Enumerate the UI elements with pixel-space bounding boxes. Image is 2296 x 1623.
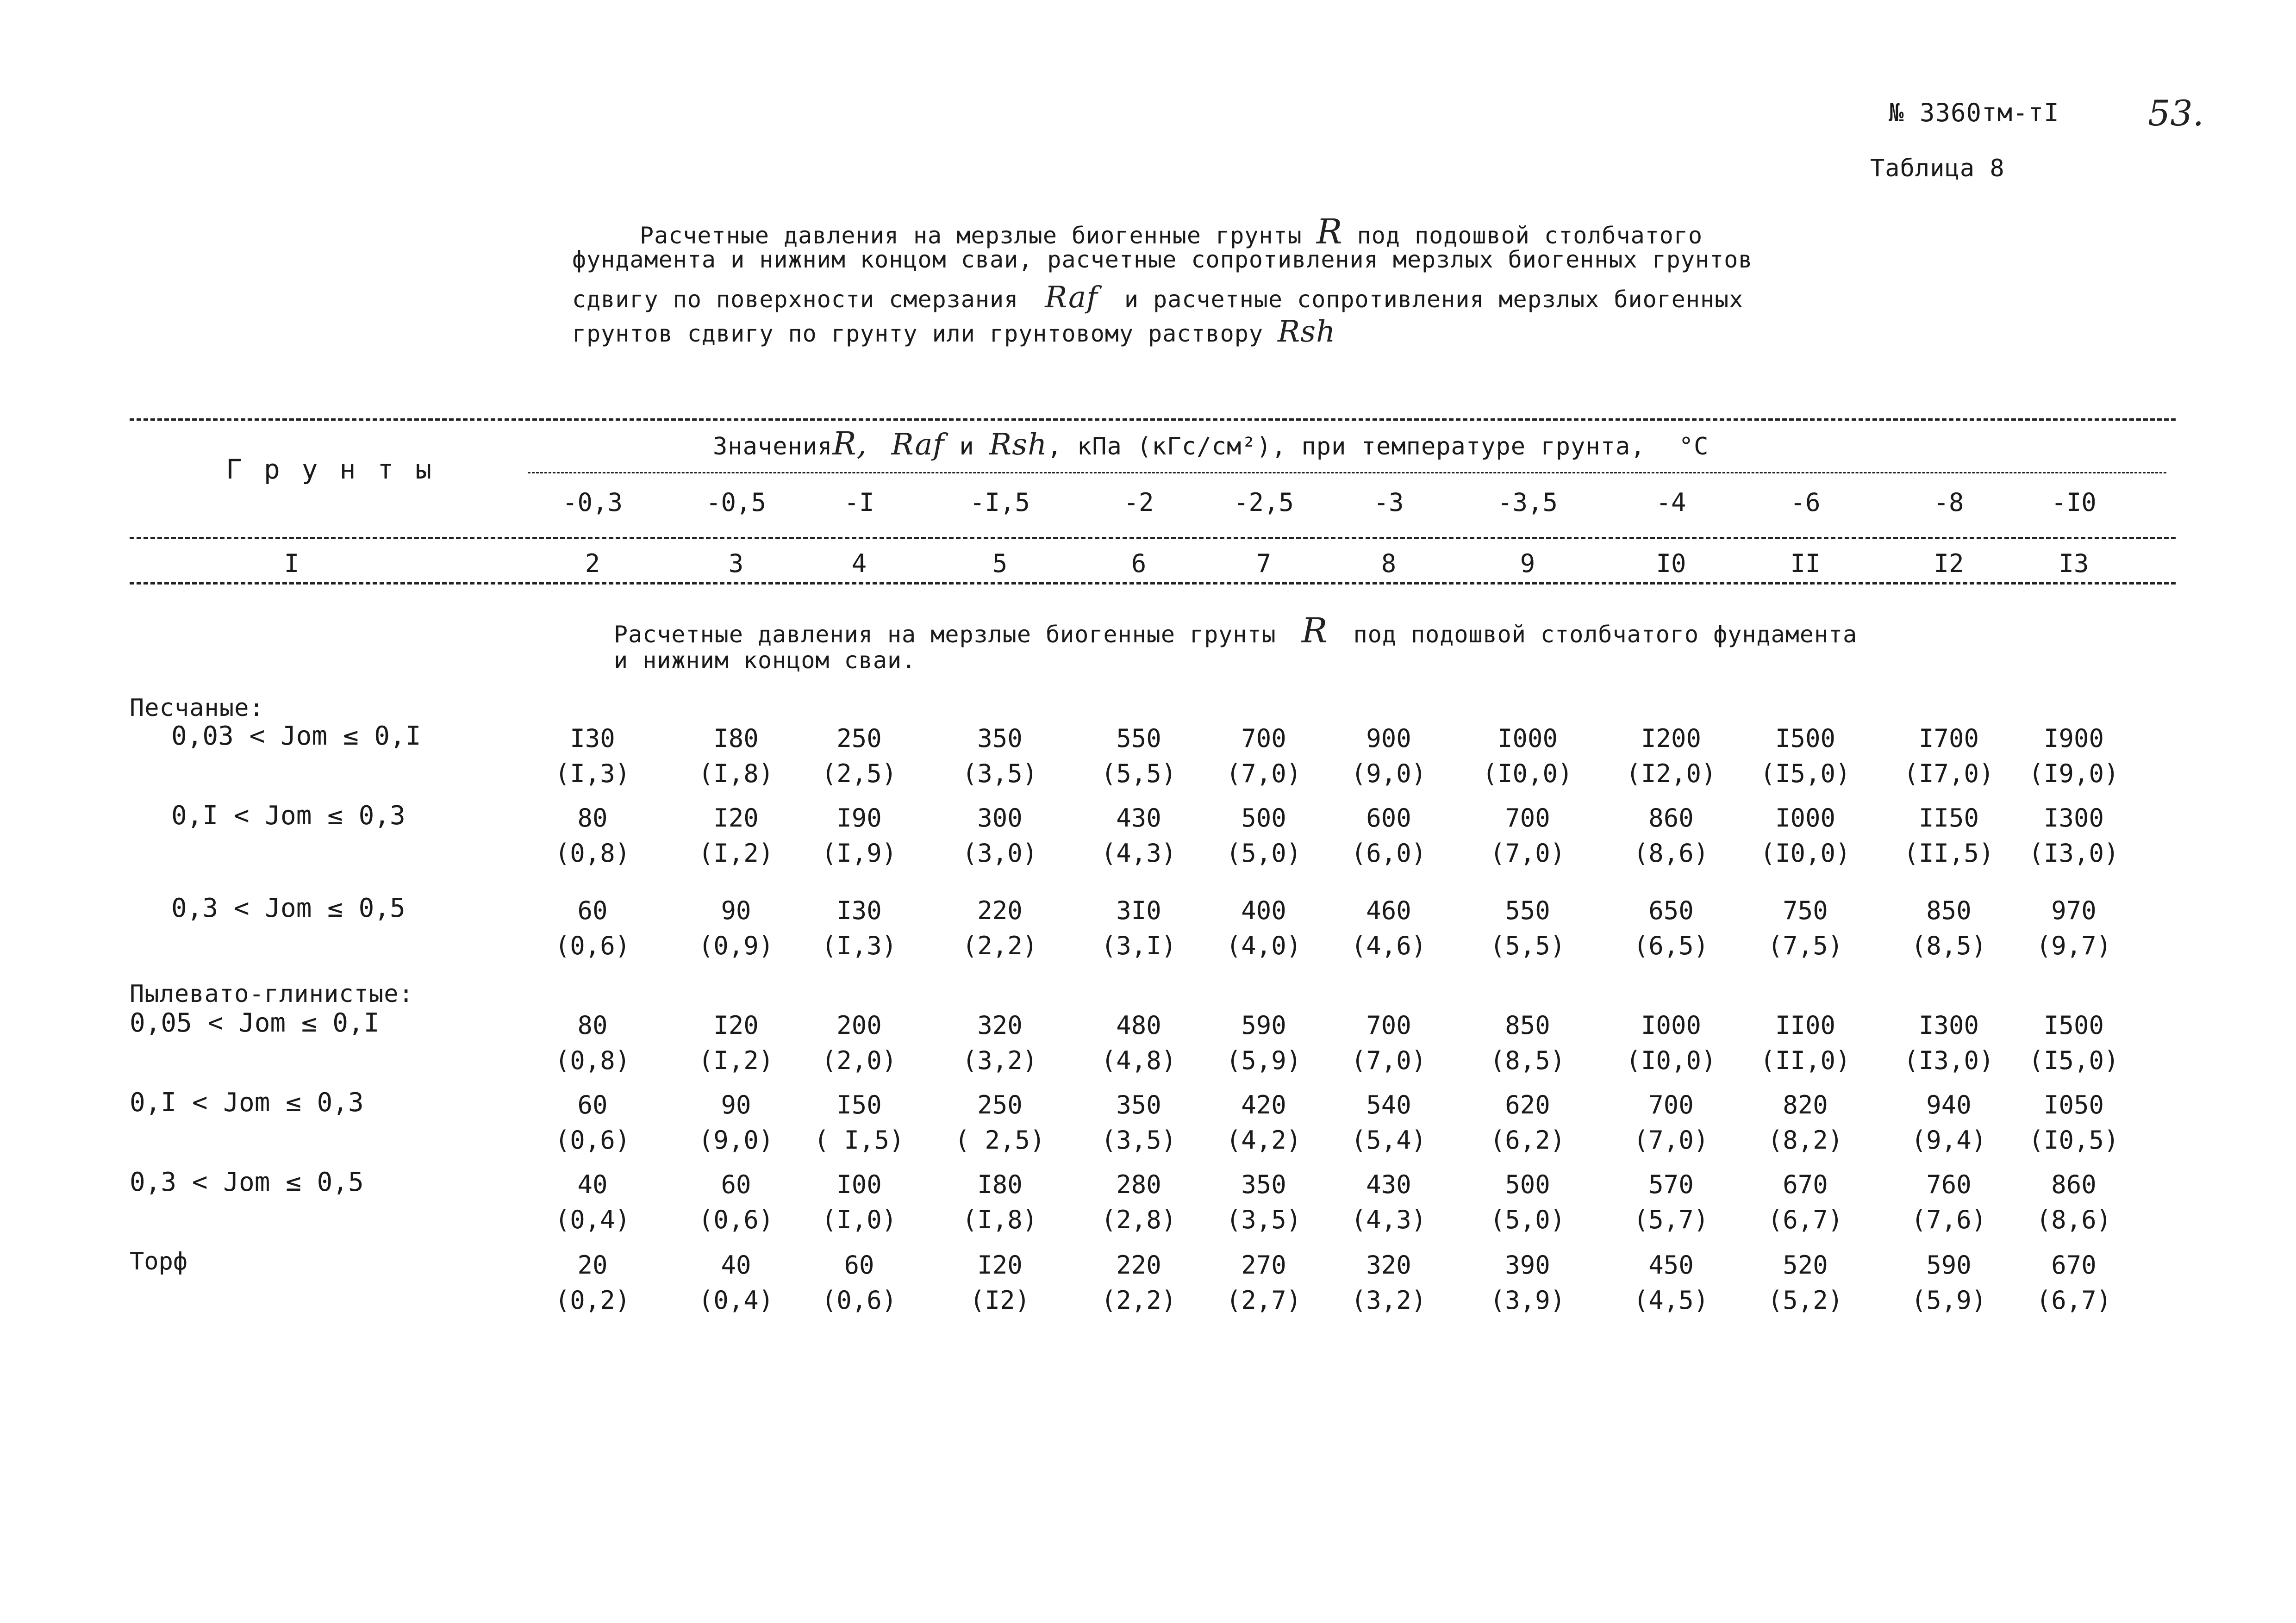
- column-number-cell: I0: [1656, 549, 1686, 578]
- value-kgf-cell: (I3,0): [2028, 839, 2119, 868]
- value-kpa-cell: I900: [2043, 724, 2104, 753]
- value-kpa-cell: I500: [2043, 1011, 2104, 1040]
- value-kgf-cell: ( I,5): [814, 1126, 905, 1155]
- value-kgf-cell: (I5,0): [2028, 1046, 2119, 1075]
- value-kpa-cell: I300: [1918, 1011, 1979, 1040]
- value-kpa-cell: 430: [1116, 803, 1161, 833]
- soil-row-label: 0,03 < Jom ≤ 0,I: [171, 721, 421, 751]
- value-kpa-cell: 40: [577, 1170, 608, 1199]
- value-kpa-cell: 450: [1648, 1250, 1694, 1280]
- column-header-soils: Г р у н т ы: [226, 454, 435, 485]
- value-kgf-cell: (I9,0): [2028, 759, 2119, 788]
- soil-row-label: 0,05 < Jom ≤ 0,I: [130, 1008, 380, 1038]
- value-kpa-cell: 320: [977, 1011, 1023, 1040]
- value-kgf-cell: (0,6): [821, 1286, 897, 1315]
- value-kgf-cell: (3,I): [1101, 931, 1177, 960]
- value-kpa-cell: I30: [836, 896, 882, 925]
- value-kgf-cell: (3,0): [962, 839, 1038, 868]
- value-kgf-cell: (I2): [969, 1286, 1030, 1315]
- value-kgf-cell: (0,9): [698, 931, 774, 960]
- value-kgf-cell: (I5,0): [1760, 759, 1851, 788]
- value-kpa-cell: II00: [1775, 1011, 1836, 1040]
- soil-row-label: Торф: [130, 1248, 188, 1275]
- temperature-header-cell: -I0: [2051, 488, 2096, 517]
- table-top-rule: [130, 418, 2176, 421]
- value-kpa-cell: I700: [1918, 724, 1979, 753]
- value-kpa-cell: 670: [2051, 1250, 2096, 1280]
- column-number-cell: I: [284, 549, 299, 578]
- value-kgf-cell: (2,8): [1101, 1205, 1177, 1234]
- value-kgf-cell: (0,4): [698, 1286, 774, 1315]
- value-kgf-cell: (2,0): [821, 1046, 897, 1075]
- value-kpa-cell: 80: [577, 1011, 608, 1040]
- title-line-1: Расчетные давления на мерзлые биогенные грунты R под подошвой столбчатого: [640, 212, 1703, 252]
- value-kgf-cell: (6,2): [1490, 1126, 1566, 1155]
- value-kpa-cell: I000: [1497, 724, 1558, 753]
- value-kgf-cell: (5,0): [1490, 1205, 1566, 1234]
- symbol-rsh: Rsh: [1278, 315, 1336, 349]
- value-kgf-cell: (7,0): [1633, 1126, 1709, 1155]
- column-number-cell: I2: [1934, 549, 1964, 578]
- value-kgf-cell: (5,5): [1101, 759, 1177, 788]
- value-kgf-cell: (3,5): [962, 759, 1038, 788]
- temperature-header-cell: -0,5: [705, 488, 767, 517]
- value-kpa-cell: 350: [1241, 1170, 1286, 1199]
- value-kpa-cell: 60: [577, 1090, 608, 1119]
- value-kgf-cell: (3,2): [962, 1046, 1038, 1075]
- value-kgf-cell: (I,8): [962, 1205, 1038, 1234]
- value-kgf-cell: (3,5): [1101, 1126, 1177, 1155]
- value-kpa-cell: 700: [1505, 803, 1550, 833]
- value-kpa-cell: 650: [1648, 896, 1694, 925]
- value-kgf-cell: (3,2): [1351, 1286, 1427, 1315]
- value-kgf-cell: (I0,0): [1760, 839, 1851, 868]
- document-number: № 3360тм-тI: [1889, 98, 2059, 127]
- table-label: Таблица 8: [1870, 155, 2005, 182]
- value-kpa-cell: 430: [1366, 1170, 1411, 1199]
- value-kpa-cell: I20: [713, 1011, 759, 1040]
- value-kgf-cell: (9,7): [2036, 931, 2112, 960]
- value-kgf-cell: (I0,5): [2028, 1126, 2119, 1155]
- title-line-2: фундамента и нижним концом сваи, расчетные сопротивления мерзлых биогенных грунтов: [572, 246, 1753, 273]
- value-kpa-cell: 760: [1926, 1170, 1972, 1199]
- value-kgf-cell: (6,0): [1351, 839, 1427, 868]
- value-kgf-cell: (7,5): [1767, 931, 1843, 960]
- value-kgf-cell: (0,6): [698, 1205, 774, 1234]
- symbol-raf: Raf: [1045, 280, 1098, 315]
- value-kpa-cell: 350: [1116, 1090, 1161, 1119]
- value-kgf-cell: (9,0): [1351, 759, 1427, 788]
- value-kgf-cell: (0,4): [555, 1205, 630, 1234]
- value-kpa-cell: I20: [713, 803, 759, 833]
- value-kpa-cell: 860: [2051, 1170, 2096, 1199]
- value-kgf-cell: (9,4): [1911, 1126, 1987, 1155]
- value-kgf-cell: (5,5): [1490, 931, 1566, 960]
- temperature-header-cell: -4: [1656, 488, 1686, 517]
- value-kgf-cell: (I0,0): [1626, 1046, 1716, 1075]
- value-kpa-cell: 20: [577, 1250, 608, 1280]
- value-kpa-cell: I90: [836, 803, 882, 833]
- value-kpa-cell: 280: [1116, 1170, 1161, 1199]
- value-kpa-cell: 520: [1783, 1250, 1828, 1280]
- value-kgf-cell: (7,0): [1351, 1046, 1427, 1075]
- column-number-cell: 8: [1381, 549, 1397, 578]
- value-kpa-cell: 900: [1366, 724, 1411, 753]
- column-number-cell: 7: [1256, 549, 1272, 578]
- value-kpa-cell: I300: [2043, 803, 2104, 833]
- column-number-cell: 9: [1520, 549, 1535, 578]
- value-kgf-cell: (0,8): [555, 839, 630, 868]
- value-kpa-cell: 590: [1241, 1011, 1286, 1040]
- value-kgf-cell: (2,2): [1101, 1286, 1177, 1315]
- value-kgf-cell: (I2,0): [1626, 759, 1716, 788]
- value-kgf-cell: (5,9): [1911, 1286, 1987, 1315]
- value-kgf-cell: (I,2): [698, 839, 774, 868]
- value-kpa-cell: 550: [1505, 896, 1550, 925]
- value-kgf-cell: (4,0): [1226, 931, 1302, 960]
- column-numbers-bottom-rule: [130, 582, 2176, 585]
- value-kgf-cell: (I,8): [698, 759, 774, 788]
- value-kgf-cell: ( 2,5): [955, 1126, 1045, 1155]
- value-kgf-cell: (4,3): [1351, 1205, 1427, 1234]
- value-kpa-cell: 600: [1366, 803, 1411, 833]
- value-kpa-cell: 80: [577, 803, 608, 833]
- value-kpa-cell: I200: [1641, 724, 1702, 753]
- temperature-header-cell: -0,3: [562, 488, 623, 517]
- value-kpa-cell: 40: [721, 1250, 751, 1280]
- group-label-sandy: Песчаные:: [130, 694, 264, 722]
- value-kgf-cell: (2,7): [1226, 1286, 1302, 1315]
- value-kgf-cell: (8,6): [1633, 839, 1709, 868]
- title-line-3: сдвигу по поверхности смерзания Raf и расчетные сопротивления мерзлых биогенных: [572, 280, 1744, 315]
- temperature-header-cell: -3,5: [1497, 488, 1558, 517]
- value-kgf-cell: (7,0): [1490, 839, 1566, 868]
- value-kpa-cell: 480: [1116, 1011, 1161, 1040]
- value-kpa-cell: I20: [977, 1250, 1023, 1280]
- value-kpa-cell: 500: [1241, 803, 1286, 833]
- value-kgf-cell: (I7,0): [1903, 759, 1994, 788]
- value-kgf-cell: (4,6): [1351, 931, 1427, 960]
- value-kgf-cell: (I,3): [555, 759, 630, 788]
- value-kgf-cell: (4,5): [1633, 1286, 1709, 1315]
- value-kpa-cell: I00: [836, 1170, 882, 1199]
- value-kpa-cell: 270: [1241, 1250, 1286, 1280]
- temperature-header-cell: -2: [1123, 488, 1154, 517]
- value-kpa-cell: 590: [1926, 1250, 1972, 1280]
- column-number-cell: 6: [1131, 549, 1147, 578]
- value-kgf-cell: (7,0): [1226, 759, 1302, 788]
- value-kgf-cell: (0,6): [555, 931, 630, 960]
- values-header-underline: [528, 472, 2166, 473]
- soil-row-label: 0,I < Jom ≤ 0,3: [171, 801, 406, 831]
- value-kpa-cell: 700: [1241, 724, 1286, 753]
- value-kpa-cell: I050: [2043, 1090, 2104, 1119]
- value-kgf-cell: (7,6): [1911, 1205, 1987, 1234]
- value-kpa-cell: 860: [1648, 803, 1694, 833]
- column-number-cell: II: [1790, 549, 1821, 578]
- value-kpa-cell: 400: [1241, 896, 1286, 925]
- value-kgf-cell: (3,9): [1490, 1286, 1566, 1315]
- value-kgf-cell: (2,2): [962, 931, 1038, 960]
- value-kgf-cell: (5,4): [1351, 1126, 1427, 1155]
- temperature-header-cell: -8: [1934, 488, 1964, 517]
- value-kgf-cell: (9,0): [698, 1126, 774, 1155]
- value-kpa-cell: 250: [836, 724, 882, 753]
- value-kgf-cell: (8,2): [1767, 1126, 1843, 1155]
- value-kgf-cell: (6,7): [2036, 1286, 2112, 1315]
- value-kpa-cell: 320: [1366, 1250, 1411, 1280]
- value-kpa-cell: 850: [1505, 1011, 1550, 1040]
- value-kgf-cell: (I,3): [821, 931, 897, 960]
- value-kpa-cell: I50: [836, 1090, 882, 1119]
- value-kgf-cell: (0,8): [555, 1046, 630, 1075]
- section-title-line-1: Расчетные давления на мерзлые биогенные грунты R под подошвой столбчатого фундамента: [614, 611, 1858, 651]
- value-kpa-cell: 940: [1926, 1090, 1972, 1119]
- title-line-4: грунтов сдвигу по грунту или грунтовому раствору Rsh: [572, 315, 1336, 349]
- values-header: ЗначенияR, Raf и Rsh, кПа (кГс/см²), при температуре грунта, °C: [713, 426, 1709, 462]
- value-kpa-cell: 700: [1648, 1090, 1694, 1119]
- value-kpa-cell: 60: [577, 896, 608, 925]
- symbol-r: R: [1316, 212, 1343, 252]
- value-kpa-cell: 220: [977, 896, 1023, 925]
- temperature-header-cell: -3: [1373, 488, 1404, 517]
- value-kgf-cell: (I,0): [821, 1205, 897, 1234]
- value-kgf-cell: (5,9): [1226, 1046, 1302, 1075]
- value-kpa-cell: 90: [721, 1090, 751, 1119]
- group-label-silty-clay: Пылевато-глинистые:: [130, 980, 414, 1008]
- value-kpa-cell: 220: [1116, 1250, 1161, 1280]
- value-kpa-cell: 820: [1783, 1090, 1828, 1119]
- value-kpa-cell: 60: [844, 1250, 874, 1280]
- temperature-header-cell: -I,5: [969, 488, 1030, 517]
- value-kgf-cell: (5,2): [1767, 1286, 1843, 1315]
- value-kpa-cell: I000: [1641, 1011, 1702, 1040]
- value-kpa-cell: 200: [836, 1011, 882, 1040]
- value-kgf-cell: (4,3): [1101, 839, 1177, 868]
- value-kpa-cell: 550: [1116, 724, 1161, 753]
- value-kgf-cell: (6,7): [1767, 1205, 1843, 1234]
- temperature-header-cell: -2,5: [1233, 488, 1294, 517]
- value-kgf-cell: (II,0): [1760, 1046, 1851, 1075]
- column-number-cell: 4: [851, 549, 867, 578]
- value-kpa-cell: 3I0: [1116, 896, 1161, 925]
- value-kgf-cell: (3,5): [1226, 1205, 1302, 1234]
- value-kgf-cell: (I3,0): [1903, 1046, 1994, 1075]
- value-kpa-cell: 250: [977, 1090, 1023, 1119]
- column-number-cell: 2: [585, 549, 600, 578]
- value-kgf-cell: (0,6): [555, 1126, 630, 1155]
- value-kpa-cell: I30: [570, 724, 615, 753]
- value-kgf-cell: (I,2): [698, 1046, 774, 1075]
- value-kpa-cell: I80: [713, 724, 759, 753]
- column-number-cell: 3: [728, 549, 744, 578]
- value-kpa-cell: 570: [1648, 1170, 1694, 1199]
- soil-row-label: 0,3 < Jom ≤ 0,5: [130, 1167, 364, 1197]
- page-number-handwritten: 53.: [2148, 93, 2204, 134]
- value-kgf-cell: (I0,0): [1482, 759, 1573, 788]
- value-kgf-cell: (8,6): [2036, 1205, 2112, 1234]
- value-kpa-cell: 970: [2051, 896, 2096, 925]
- column-number-cell: I3: [2059, 549, 2089, 578]
- value-kgf-cell: (4,2): [1226, 1126, 1302, 1155]
- value-kpa-cell: I80: [977, 1170, 1023, 1199]
- value-kgf-cell: (4,8): [1101, 1046, 1177, 1075]
- value-kpa-cell: 620: [1505, 1090, 1550, 1119]
- value-kpa-cell: 420: [1241, 1090, 1286, 1119]
- value-kpa-cell: 460: [1366, 896, 1411, 925]
- value-kpa-cell: 60: [721, 1170, 751, 1199]
- value-kgf-cell: (2,5): [821, 759, 897, 788]
- value-kpa-cell: 540: [1366, 1090, 1411, 1119]
- value-kgf-cell: (II,5): [1903, 839, 1994, 868]
- value-kgf-cell: (I,9): [821, 839, 897, 868]
- value-kgf-cell: (0,2): [555, 1286, 630, 1315]
- value-kpa-cell: 390: [1505, 1250, 1550, 1280]
- temperature-header-cell: -I: [844, 488, 874, 517]
- value-kpa-cell: 300: [977, 803, 1023, 833]
- value-kpa-cell: II50: [1918, 803, 1979, 833]
- value-kpa-cell: 90: [721, 896, 751, 925]
- value-kpa-cell: 850: [1926, 896, 1972, 925]
- column-number-cell: 5: [992, 549, 1008, 578]
- section-title-line-2: и нижним концом сваи.: [614, 647, 917, 674]
- soil-row-label: 0,I < Jom ≤ 0,3: [130, 1088, 364, 1118]
- value-kgf-cell: (5,7): [1633, 1205, 1709, 1234]
- value-kpa-cell: 700: [1366, 1011, 1411, 1040]
- temperature-header-cell: -6: [1790, 488, 1821, 517]
- value-kpa-cell: 350: [977, 724, 1023, 753]
- value-kpa-cell: 670: [1783, 1170, 1828, 1199]
- value-kgf-cell: (5,0): [1226, 839, 1302, 868]
- value-kgf-cell: (8,5): [1490, 1046, 1566, 1075]
- value-kpa-cell: I000: [1775, 803, 1836, 833]
- value-kgf-cell: (8,5): [1911, 931, 1987, 960]
- value-kpa-cell: 750: [1783, 896, 1828, 925]
- soil-row-label: 0,3 < Jom ≤ 0,5: [171, 893, 406, 923]
- header-separator-rule: [130, 537, 2176, 539]
- value-kgf-cell: (6,5): [1633, 931, 1709, 960]
- value-kpa-cell: 500: [1505, 1170, 1550, 1199]
- value-kpa-cell: I500: [1775, 724, 1836, 753]
